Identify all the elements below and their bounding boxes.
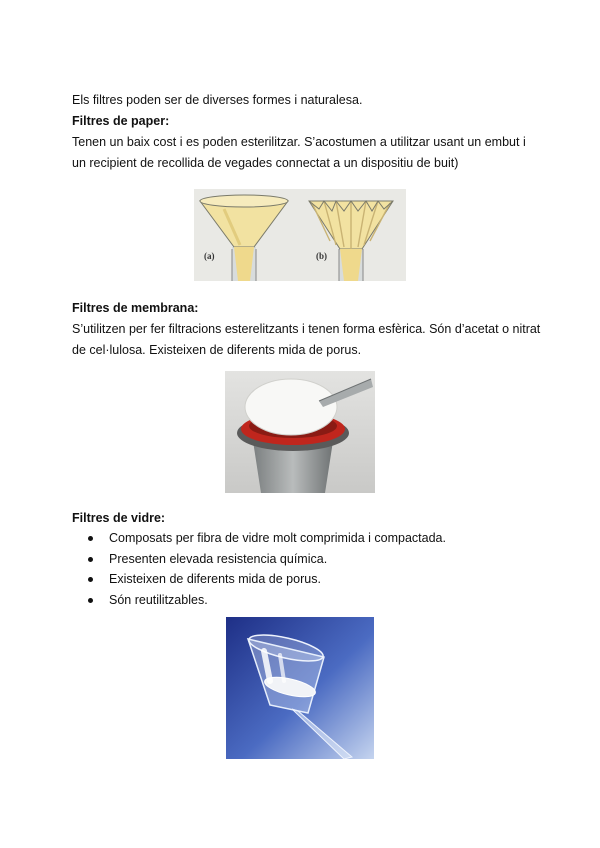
paper-text-line-2: un recipient de recollida de vegades connectat a un dispositiu de buit) (72, 156, 459, 170)
intro-text: Els filtres poden ser de diverses formes i naturalesa. (72, 93, 363, 107)
figure-label-a: (a) (204, 251, 215, 261)
membrane-text-line-2: de cel·lulosa. Existeixen de diferents mida de porus. (72, 343, 362, 357)
figure-label-b: (b) (316, 251, 327, 261)
membrane-filter-image (225, 371, 375, 493)
glass-bullet-list (72, 528, 446, 610)
glass-heading: Filtres de vidre: (72, 511, 166, 525)
paper-filter-image (194, 189, 406, 281)
list-item: Existeixen de diferents mida de porus. (72, 569, 446, 590)
paper-text-line-1: Tenen un baix cost i es poden esterilitzar. S’acostumen a utilitzar usant un embut i (72, 135, 526, 149)
bullet-icon (88, 536, 93, 541)
list-item: Composats per fibra de vidre molt comprimida i compactada. (72, 528, 446, 549)
bullet-icon (88, 598, 93, 603)
paper-heading: Filtres de paper: (72, 114, 170, 128)
glass-filter-image (226, 617, 374, 759)
list-item: Presenten elevada resistencia química. (72, 549, 446, 570)
list-item: Són reutilitzables. (72, 590, 446, 611)
bullet-icon (88, 577, 93, 582)
membrane-text-line-1: S’utilitzen per fer filtracions esterelitzants i tenen forma esfèrica. Són d’acetat o nitrat (72, 322, 541, 336)
bullet-icon (88, 557, 93, 562)
membrane-heading: Filtres de membrana: (72, 301, 199, 315)
